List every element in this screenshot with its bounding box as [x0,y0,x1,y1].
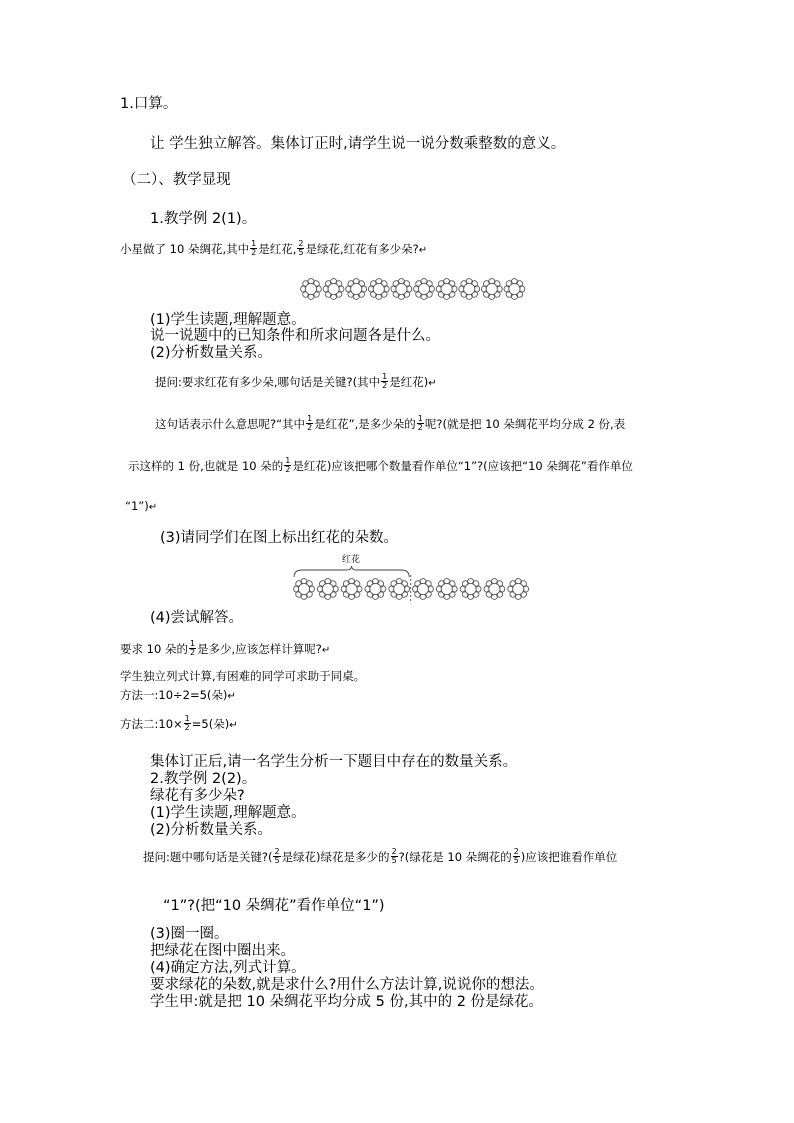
fraction-one-half: $\frac{1}{2}$ [307,414,313,432]
instruction-paragraph: 让 学生独立解答。集体订正时,请学生说一说分数乘整数的意义。 [150,136,566,152]
flower-icon [323,279,344,300]
fraction-one-half: $\frac{1}{2}$ [189,639,196,657]
flower-icon [436,279,457,300]
flower-icon [368,279,389,300]
fraction-one-half: $\frac{1}{2}$ [251,239,257,257]
flower-row-diagram [300,277,530,301]
step-mark-red: (3)请同学们在图上标出红花的朵数。 [160,530,399,546]
method-one: 方法一:10÷2=5(朵)↵ [120,688,236,702]
flower-icon [504,279,525,300]
question-meaning-cont: 示这样的 1 份,也就是 10 朵的 $\frac{1}{2}$ 是红花)应该把哪个数量看作单位“1”?(应该把“10 朵绸花”看作单位 [128,456,633,474]
fraction-two-fifths: $\frac{2}{5}$ [298,239,304,257]
return-mark: ↵ [418,245,428,256]
fraction-one-half: $\frac{1}{2}$ [184,714,190,732]
question-meaning-end: “1”)↵ [125,499,158,513]
step-try-solve: (4)尝试解答。 [150,610,244,626]
fraction-one-half: $\frac{1}{2}$ [382,372,388,390]
flower-icon [508,579,529,600]
flower-icon [391,279,412,300]
flower-icon [484,579,505,600]
step-conditions: 说一说题中的已知条件和所求问题各是什么。 [150,328,440,344]
student-answer: 学生甲:就是把 10 朵绸花平均分成 5 份,其中的 2 份是绿花。 [150,994,544,1010]
collective-correction: 集体订正后,请一名学生分析一下题目中存在的数量关系。 [150,754,518,770]
fraction-two-fifths: $\frac{2}{5}$ [274,847,280,865]
fraction-two-fifths: $\frac{2}{5}$ [391,847,397,865]
flower-icon [301,279,322,300]
problem-statement: 小星做了 10 朵绸花,其中 $\frac{1}{2}$ 是红花, $\frac{2}{5}$ 是绿花,红花有多少朵?↵ [120,239,428,257]
independent-work: 学生独立列式计算,有困难的同学可求助于同桌。 [120,669,366,683]
brace-red-flowers [294,566,409,577]
flower-icon [294,579,315,600]
step-circle-green: 把绿花在图中圈出来。 [150,943,295,959]
flower-icon [459,279,480,300]
fraction-one-half: $\frac{1}{2}$ [417,414,423,432]
fraction-two-fifths: $\frac{2}{5}$ [513,847,519,865]
step-read-problem-2: (1)学生读题,理解题意。 [150,805,306,821]
step-determine-method: (4)确定方法,列式计算。 [150,960,306,976]
flower-icon [346,279,367,300]
flower-icon [389,579,410,600]
step-analyze-2: (2)分析数量关系。 [150,822,273,838]
item-oral-calc: 1.口算。 [120,96,178,112]
flower-icon [481,279,502,300]
example-heading: 1.教学例 2(1)。 [150,211,257,227]
flower-icon [317,579,338,600]
flower-icon [460,579,481,600]
flower-icon [436,579,457,600]
step-circle: (3)圈一圈。 [150,926,229,942]
flower-icon [341,579,362,600]
example-heading-2: 2.教学例 2(2)。 [150,771,257,787]
step-read-problem: (1)学生读题,理解题意。 [150,312,306,328]
unit-one-answer: “1”?(把“10 朵绸花”看作单位“1”) [163,898,385,914]
method-two: 方法二:10× $\frac{1}{2}$ =5(朵)↵ [120,714,238,732]
question-method: 要求绿花的朵数,就是求什么?用什么方法计算,说说你的想法。 [150,977,544,993]
question-key-sentence: 提问:要求红花有多少朵,哪句话是关键?(其中 $\frac{1}{2}$ 是红花)↵ [155,372,437,390]
flower-row-marked-diagram [292,565,542,605]
section-heading: （二）、教学显现 [122,172,231,188]
step-analyze: (2)分析数量关系。 [150,345,273,361]
flower-icon [413,579,434,600]
brace-label-red: 红花 [342,555,361,565]
flower-icon [365,579,386,600]
flower-icon [414,279,435,300]
question-green: 绿花有多少朵? [150,788,245,804]
question-meaning: 这句话表示什么意思呢?“其中 $\frac{1}{2}$ 是红花”,是多少朵的 $\frac{1}{2}$ 呢?(就是把 10 朵绸花平均分成 2 份,表 [155,414,626,432]
question-key-sentence-2: 提问:题中哪句话是关键?( $\frac{2}{5}$ 是绿花)绿花是多少的 $\frac{2}{5}$ ?(绿花是 10 朵绸花的 $\frac{2}{5}$ )应该把谁看作单位 [143,847,618,865]
fraction-one-half: $\frac{1}{2}$ [285,456,291,474]
ask-calculation: 要求 10 朵的 $\frac{1}{2}$ 是多少,应该怎样计算呢?↵ [120,639,331,657]
